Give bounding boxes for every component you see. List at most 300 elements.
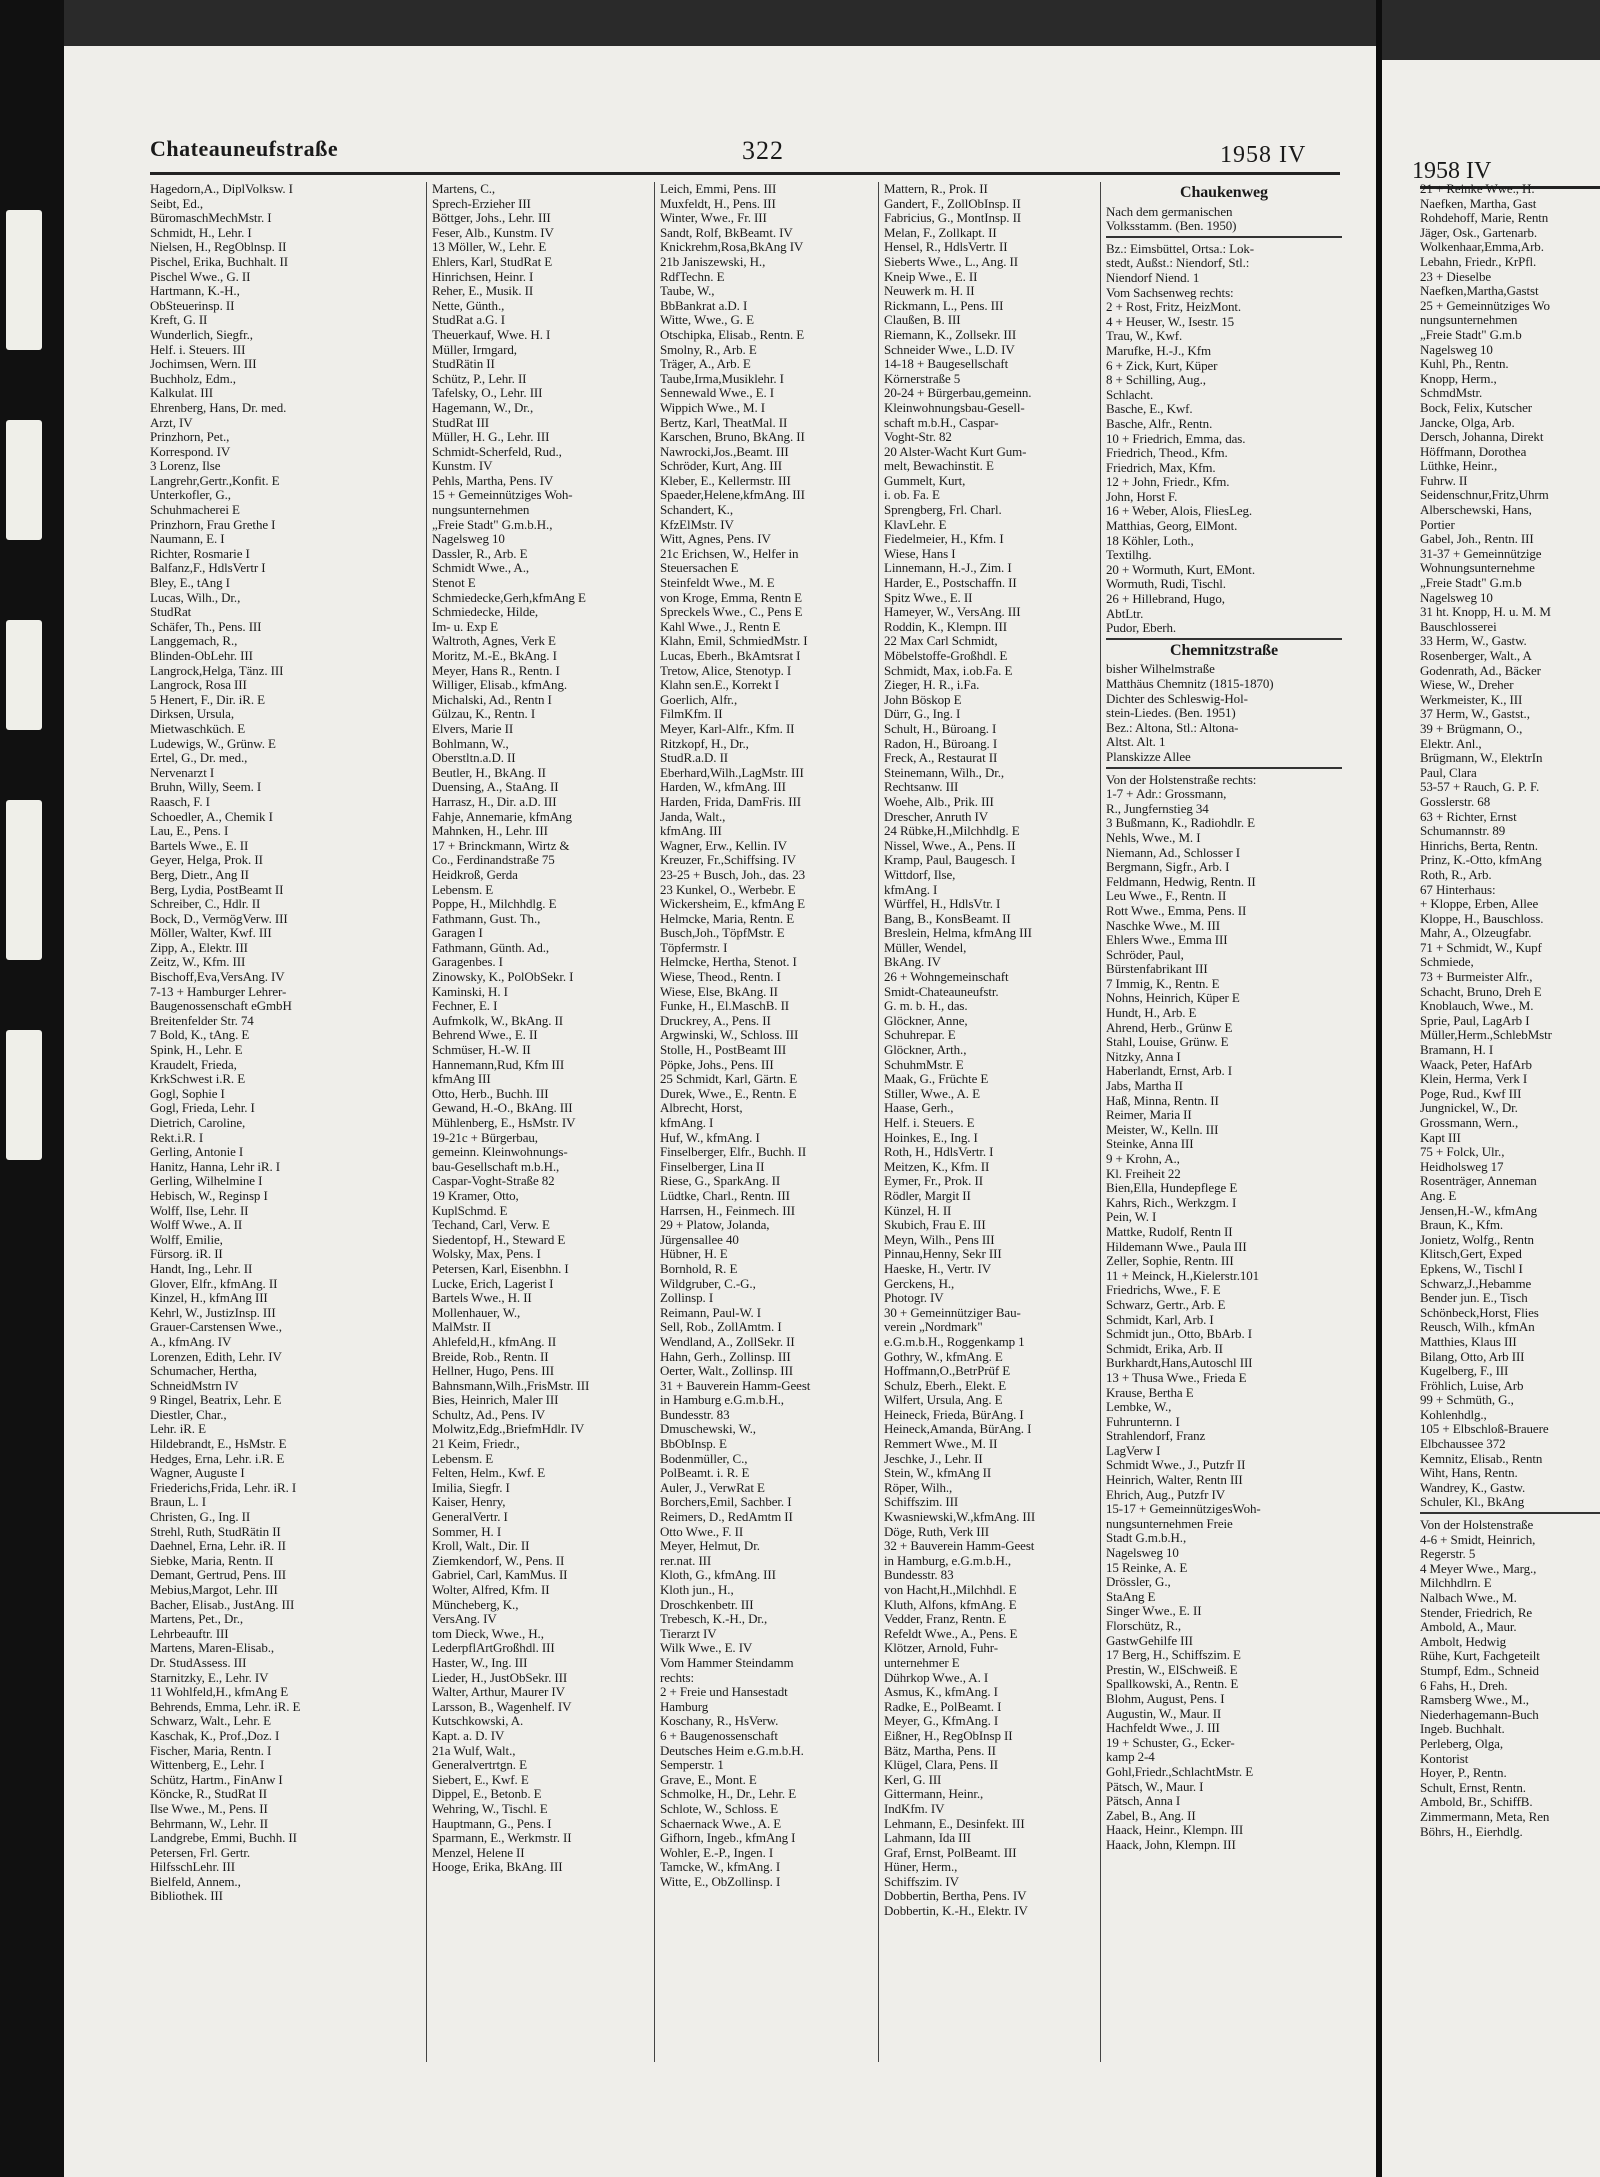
directory-entry: Wehring, W., Tischl. E — [432, 1801, 548, 1816]
directory-entry: Paul, Clara — [1420, 765, 1477, 780]
directory-entry: Kroll, Walt., Dir. II — [432, 1539, 530, 1554]
directory-entry: Elvers, Marie II — [432, 721, 514, 736]
directory-entry: Friederichs,Frida, Lehr. iR. I — [150, 1480, 297, 1495]
directory-entry: John Böskop E — [884, 692, 962, 707]
directory-entry: Klahn, Emil, SchmiedMstr. I — [660, 634, 808, 649]
directory-entry: Kloppe, H., Bauschloss. — [1420, 911, 1544, 926]
directory-entry: Ahlefeld,H., kfmAng. II — [432, 1334, 557, 1349]
directory-entry: 53-57 + Rauch, G. P. F. — [1420, 780, 1540, 795]
directory-entry: Körnerstraße 5 — [884, 371, 961, 386]
street-heading: Chateauneufstraße — [150, 136, 339, 161]
directory-entry: Bürstenfabrikant III — [1106, 962, 1208, 977]
directory-entry: Tafelsky, O., Lehr. III — [432, 386, 543, 401]
directory-entry: Hanitz, Hanna, Lehr iR. I — [150, 1159, 280, 1174]
directory-entry: Mahnken, H., Lehr. III — [432, 824, 548, 839]
directory-entry: Niederhagemann-Buch — [1420, 1707, 1539, 1722]
directory-entry: Friedrichs, Wwe., F. E — [1106, 1283, 1221, 1298]
directory-entry: Photogr. IV — [884, 1291, 944, 1306]
directory-entry: Helf. i. Steuers. E — [884, 1116, 975, 1130]
directory-entry: 7 Bold, K., tAng. E — [150, 1028, 250, 1043]
directory-entry: 22 Max Carl Schmidt, — [884, 634, 998, 649]
directory-entry: 17 Berg, H., Schiffszim. E — [1106, 1648, 1241, 1663]
directory-entry: Jäger, Osk., Gartenarb. — [1420, 225, 1538, 240]
directory-entry: Hildemann Wwe., Paula III — [1106, 1239, 1247, 1254]
directory-entry: Bien,Ella, Hundepflege E — [1106, 1181, 1238, 1196]
directory-entry: Brügmann, W., ElektrIn — [1420, 751, 1543, 766]
directory-entry: Kohlenhdlg., — [1420, 1407, 1487, 1422]
directory-entry: Textilhg. — [1106, 548, 1152, 563]
directory-entry: Feldmann, Hedwig, Rentn. II — [1106, 874, 1256, 889]
directory-entry: Perleberg, Olga, — [1420, 1736, 1503, 1751]
directory-entry: Schmidt-Scherfeld, Rud., — [432, 444, 562, 459]
directory-entry: Helmcke, Hertha, Stenot. I — [660, 955, 797, 970]
directory-entry: Naumann, E. I — [150, 532, 225, 547]
directory-entry: Hebisch, W., Reginsp I — [150, 1188, 268, 1203]
directory-entry: Ambold, A., Maur. — [1420, 1620, 1517, 1635]
directory-entry: 15-17 + GemeinnützigesWoh- — [1106, 1502, 1261, 1517]
directory-entry: Neuwerk m. H. II — [884, 284, 975, 299]
directory-entry: Fiedelmeier, H., Kfm. I — [884, 532, 1004, 547]
directory-entry: Nagelsweg 10 — [1106, 1546, 1179, 1561]
directory-entry: Bätz, Martha, Pens. II — [884, 1743, 996, 1758]
directory-entry: Wohler, E.-P., Ingen. I — [660, 1845, 774, 1860]
directory-entry: Refeldt Wwe., A., Pens. E — [884, 1626, 1018, 1641]
directory-entry: 2 + Rost, Fritz, HeizMont. — [1106, 300, 1242, 315]
directory-entry: Richter, Rosmarie I — [150, 546, 250, 561]
directory-entry: Zieger, H. R., i.Fa. — [884, 678, 980, 693]
directory-entry: 26 + Hillebrand, Hugo, — [1106, 592, 1225, 607]
directory-entry: Jochimsen, Wern. III — [150, 357, 257, 372]
directory-entry: Ritzkopf, H., Dr., — [660, 736, 749, 751]
directory-entry: Lebensm. E — [432, 882, 494, 897]
directory-entry: 30 + Gemeinnütziger Bau- — [884, 1305, 1021, 1320]
directory-entry: Müncheberg, K., — [432, 1597, 519, 1612]
directory-entry: Naefken, Martha, Gast — [1420, 196, 1537, 211]
directory-entry: stein-Liedes. (Ben. 1951) — [1106, 706, 1236, 721]
directory-entry: Müller, Irmgard, — [432, 342, 517, 357]
directory-entry: nungsunternehmen Freie — [1106, 1516, 1233, 1531]
directory-entry: Hartmann, K.-H., — [150, 284, 240, 299]
directory-entry: Wiese, Else, BkAng. II — [660, 984, 778, 999]
directory-entry: Heineck, Frieda, BürAng. I — [884, 1407, 1024, 1422]
directory-entry: Freck, A., Restaurat II — [884, 751, 998, 766]
directory-entry: Nissel, Wwe., A., Pens. II — [884, 838, 1016, 853]
directory-entry: Bartels Wwe., E. II — [150, 838, 249, 853]
directory-entry: bisher Wilhelmstraße — [1106, 662, 1215, 677]
directory-entry: Petersen, Karl, Eisenbhn. I — [432, 1261, 569, 1276]
directory-entry: Blohm, August, Pens. I — [1106, 1691, 1225, 1706]
directory-entry: Altst. Alt. 1 — [1106, 735, 1166, 750]
section-rule — [1420, 1512, 1600, 1514]
directory-entry: Kraudelt, Frieda, — [150, 1057, 237, 1072]
directory-entry: e.G.m.b.H., Roggenkamp 1 — [884, 1334, 1025, 1349]
directory-entry: BüromaschMechMstr. I — [150, 211, 272, 226]
directory-entry: Jeschke, J., Lehr. II — [884, 1451, 983, 1466]
directory-entry: 31 ht. Knopp, H. u. M. M — [1420, 605, 1551, 620]
directory-entry: 20-24 + Bürgerbau,gemeinn. — [884, 386, 1032, 401]
directory-entry: Tierarzt IV — [660, 1626, 717, 1641]
directory-entry: Gittermann, Heinr., — [884, 1787, 984, 1802]
spine-mark — [6, 420, 42, 540]
directory-entry: Bertz, Karl, TheatMal. II — [660, 415, 788, 430]
directory-entry: 24 Rübke,H.,Milchhdlg. E — [884, 824, 1020, 839]
directory-entry: Kloth jun., H., — [660, 1583, 734, 1597]
directory-entry: Regerstr. 5 — [1420, 1547, 1476, 1562]
directory-entry: Hannemann,Rud, Kfm III — [432, 1057, 565, 1072]
street-section-title: Chaukenweg — [1180, 184, 1268, 201]
directory-entry: „Freie Stadt" G.m.b.H., — [432, 517, 553, 532]
directory-entry: Lüthke, Heinr., — [1420, 459, 1498, 474]
column-divider — [654, 182, 655, 2062]
directory-entry: 31-37 + Gemeinnützige — [1420, 546, 1542, 561]
directory-entry: Stadt G.m.b.H., — [1106, 1531, 1187, 1546]
column-5 — [1106, 182, 1342, 2062]
directory-entry: Unterkofler, G., — [150, 488, 231, 503]
directory-entry: Wilfert, Ursula, Ang. E — [884, 1393, 1003, 1408]
directory-entry: Rödler, Margit II — [884, 1188, 971, 1203]
directory-entry: Hameyer, W., VersAng. III — [884, 605, 1021, 620]
directory-entry: Durek, Wwe., E., Rentn. E — [660, 1086, 797, 1101]
directory-entry: 7 Immig, K., Rentn. E — [1106, 976, 1220, 991]
directory-entry: 8 + Schilling, Aug., — [1106, 373, 1206, 388]
directory-entry: Gosslerstr. 68 — [1420, 794, 1491, 809]
directory-entry: Friedrich, Max, Kfm. — [1106, 460, 1216, 475]
directory-entry: Töpfermstr. I — [660, 940, 728, 955]
directory-entry: Harden, W., kfmAng. III — [660, 780, 786, 795]
directory-entry: Schumacher, Hertha, — [150, 1364, 257, 1379]
directory-entry: Meyer, G., KfmAng. I — [884, 1714, 999, 1729]
directory-entry: Martens, Maren-Elisab., — [150, 1641, 275, 1656]
directory-entry: Bergmann, Sigfr., Arb. I — [1106, 860, 1230, 875]
directory-entry: Schlote, W., Schloss. E — [660, 1801, 778, 1816]
directory-entry: Wickersheim, E., kfmAng E — [660, 897, 805, 912]
directory-entry: Schumannstr. 89 — [1420, 824, 1506, 839]
directory-entry: 4-6 + Smidt, Heinrich, — [1420, 1532, 1536, 1547]
directory-entry: Wolsky, Max, Pens. I — [432, 1247, 541, 1262]
spine-mark — [6, 210, 42, 350]
directory-entry: Gerckens, H., — [884, 1276, 955, 1291]
directory-entry: Fathmann, Günth. Ad., — [432, 940, 550, 955]
directory-entry: Rechtsanw. III — [884, 780, 959, 795]
directory-entry: Hoyer, P., Rentn. — [1420, 1766, 1507, 1781]
directory-entry: HilfsschLehr. III — [150, 1860, 235, 1875]
directory-entry: Sprengberg, Frl. Charl. — [884, 503, 1002, 518]
directory-entry: 2 + Freie und Hansestadt — [660, 1685, 788, 1700]
directory-entry: 19 Kramer, Otto, — [432, 1188, 519, 1203]
directory-entry: Riemann, K., Zollsekr. III — [884, 327, 1017, 342]
directory-entry: Böhrs, H., Eierhdlg. — [1420, 1824, 1523, 1839]
directory-entry: Naefken,Martha,Gastst — [1420, 284, 1539, 299]
directory-entry: Ehrich, Aug., Putzfr IV — [1106, 1487, 1226, 1502]
directory-entry: Schmidt, Erika, Arb. II — [1106, 1341, 1223, 1356]
directory-entry: Felten, Helm., Kwf. E — [432, 1466, 546, 1481]
directory-entry: Schreiber, C., Hdlr. II — [150, 897, 261, 912]
directory-entry: Ahrend, Herb., Grünw E — [1106, 1020, 1233, 1035]
directory-entry: Williger, Elisab., kfmAng. — [432, 678, 567, 693]
directory-entry: Bramann, H. I — [1420, 1043, 1494, 1058]
directory-entry: 11 + Meinck, H.,Kielerstr.101 — [1106, 1268, 1260, 1283]
directory-entry: 13 Möller, W., Lehr. E — [432, 240, 547, 255]
directory-entry: Wilk Wwe., E. IV — [660, 1641, 753, 1656]
directory-entry: 19 + Schuster, G., Ecker- — [1106, 1735, 1235, 1750]
directory-entry: Schütz, Hartm., FinAnw I — [150, 1772, 283, 1787]
directory-entry: stedt, Außst.: Niendorf, Stl.: — [1106, 256, 1250, 271]
directory-entry: Prinzhorn, Frau Grethe I — [150, 517, 276, 532]
directory-entry: Dr. StudAssess. III — [150, 1655, 247, 1670]
directory-entry: 3 Lorenz, Ilse — [150, 459, 221, 474]
directory-entry: Poge, Rud., Kwf III — [1420, 1086, 1522, 1101]
directory-entry: Lorenzen, Edith, Lehr. IV — [150, 1349, 282, 1364]
directory-entry: Rosenträger, Anneman — [1420, 1174, 1537, 1189]
directory-entry: Wolff, Ilse, Lehr. II — [150, 1203, 249, 1218]
directory-entry: Nette, Günth., — [432, 298, 505, 313]
directory-entry: 20 + Wormuth, Kurt, EMont. — [1106, 562, 1255, 577]
directory-entry: Nach dem germanischen — [1106, 204, 1233, 219]
directory-entry: Molwitz,Edg.,BriefmHdlr. IV — [432, 1422, 585, 1437]
directory-entry: Meitzen, K., Kfm. II — [884, 1159, 990, 1174]
directory-entry: Kontorist — [1420, 1751, 1469, 1766]
directory-entry: Lucas, Eberh., BkAmtsrat I — [660, 649, 801, 663]
directory-entry: Petersen, Frl. Gertr. — [150, 1845, 251, 1860]
directory-entry: Christen, G., Ing. II — [150, 1510, 251, 1525]
directory-entry: Mattern, R., Prok. II — [884, 182, 988, 196]
directory-entry: Ambold, Br., SchiffB. — [1420, 1795, 1533, 1810]
directory-entry: Schwarz,J.,Hebamme — [1420, 1276, 1532, 1291]
directory-entry: Knoblauch, Wwe., M. — [1420, 999, 1534, 1014]
directory-entry: Hellner, Hugo, Pens. III — [432, 1364, 554, 1379]
directory-entry: kfmAng. III — [660, 824, 722, 839]
directory-entry: LagVerw I — [1106, 1443, 1161, 1458]
directory-entry: Haß, Minna, Rentn. II — [1106, 1093, 1219, 1108]
directory-entry: Siedentopf, H., Steward E — [432, 1232, 566, 1247]
directory-entry: Jonietz, Wolfg., Rentn — [1420, 1232, 1534, 1247]
directory-entry: Schröder, Paul, — [1106, 947, 1184, 962]
directory-entry: Demant, Gertrud, Pens. III — [150, 1568, 287, 1583]
directory-entry: Finselberger, Elfr., Buchh. II — [660, 1145, 807, 1160]
directory-entry: Vedder, Franz, Rentn. E — [884, 1612, 1007, 1627]
directory-entry: Wagner, Auguste I — [150, 1466, 245, 1481]
directory-entry: Dersch, Johanna, Direkt — [1420, 430, 1544, 445]
directory-entry: Dürr, G., Ing. I — [884, 707, 961, 722]
directory-entry: Hinrichs, Berta, Rentn. — [1420, 838, 1538, 853]
directory-entry: Schäfer, Th., Pens. III — [150, 619, 262, 634]
directory-entry: Leich, Emmi, Pens. III — [660, 182, 777, 196]
directory-entry: Kl. Freiheit 22 — [1106, 1166, 1181, 1181]
directory-entry: Klein, Herma, Verk I — [1420, 1072, 1528, 1087]
directory-entry: SchmdMstr. — [1420, 386, 1483, 401]
directory-entry: Fischer, Maria, Rentn. I — [150, 1743, 272, 1758]
directory-entry: Sommer, H. I — [432, 1524, 502, 1539]
spine-mark — [6, 800, 42, 960]
directory-entry: gemeinn. Kleinwohnungs- — [432, 1145, 568, 1160]
directory-entry: Zeller, Sophie, Rentn. III — [1106, 1254, 1234, 1269]
directory-entry: Spitz Wwe., E. II — [884, 590, 973, 605]
directory-entry: Hoffmann,O.,BetrPrüf E — [884, 1364, 1011, 1379]
directory-entry: Langrehr,Gertr.,Konfit. E — [150, 473, 280, 488]
directory-entry: Bornhold, R. E — [660, 1261, 738, 1276]
directory-entry: StudRätin II — [432, 357, 495, 372]
directory-entry: Kleber, E., Kellermstr. III — [660, 473, 791, 488]
directory-entry: Reimer, Maria II — [1106, 1108, 1192, 1123]
directory-entry: Bundesstr. 83 — [660, 1407, 730, 1422]
directory-entry: in Hamburg e.G.m.b.H., — [660, 1393, 784, 1408]
directory-entry: Asmus, K., kfmAng. I — [884, 1685, 998, 1700]
directory-entry: Prinzhorn, Pet., — [150, 430, 230, 445]
directory-entry: Bahnsmann,Wilh.,FrisMstr. III — [432, 1378, 590, 1393]
directory-entry: Stahl, Louise, Grünw. E — [1106, 1035, 1229, 1050]
directory-entry: schaft m.b.H., Caspar- — [884, 415, 999, 430]
directory-entry: Kaiser, Henry, — [432, 1495, 506, 1510]
directory-entry: Diestler, Char., — [150, 1407, 227, 1422]
directory-entry: Ehlers, Karl, StudRat E — [432, 254, 553, 269]
directory-entry: Generalvertrtgn. E — [432, 1758, 527, 1773]
directory-entry: Langgemach, R., — [150, 634, 238, 649]
directory-entry: Ingeb. Buchhalt. — [1420, 1722, 1505, 1737]
directory-entry: BkAng. IV — [884, 955, 941, 970]
directory-entry: Haase, Gerh., — [884, 1101, 954, 1116]
spine-mark — [6, 1030, 42, 1160]
directory-entry: kfmAng. I — [660, 1116, 714, 1130]
directory-entry: KlavLehr. E — [884, 517, 947, 532]
directory-entry: Burkhardt,Hans,Autoschl III — [1106, 1356, 1253, 1371]
directory-entry: Steinke, Anna III — [1106, 1137, 1194, 1152]
directory-entry: Otto, Herb., Buchh. III — [432, 1086, 549, 1101]
directory-entry: Tamcke, W., kfmAng. I — [660, 1860, 781, 1875]
directory-entry: Helf. i. Steuers. III — [150, 342, 246, 357]
directory-entry: Raasch, F. I — [150, 794, 210, 809]
directory-entry: Lehrbeauftr. III — [150, 1626, 229, 1641]
directory-entry: PolBeamt. i. R. E — [660, 1466, 750, 1481]
directory-entry: Langrock, Rosa III — [150, 678, 247, 693]
directory-entry: Reusch, Wilh., kfmAn — [1420, 1320, 1535, 1335]
directory-entry: Fahje, Annemarie, kfmAng — [432, 809, 572, 824]
directory-entry: Huf, W., kfmAng. I — [660, 1130, 760, 1145]
column-divider — [878, 182, 879, 2062]
directory-entry: 17 + Brinckmann, Wirtz & — [432, 838, 570, 853]
directory-entry: Krause, Bertha E — [1106, 1385, 1194, 1400]
directory-entry: Oerter, Walt., Zollinsp. III — [660, 1364, 793, 1379]
directory-entry: Ehlers Wwe., Emma III — [1106, 933, 1228, 948]
directory-entry: Wolkenhaar,Emma,Arb. — [1420, 240, 1544, 255]
directory-entry: Hagemann, W., Dr., — [432, 400, 534, 415]
street-section-title: Chemnitzstraße — [1170, 641, 1278, 659]
directory-entry: Reimann, Paul-W. I — [660, 1305, 761, 1320]
directory-entry: Kaschak, K., Prof.,Doz. I — [150, 1728, 280, 1743]
directory-entry: 29 + Platow, Jolanda, — [660, 1218, 770, 1233]
directory-entry: kfmAng. I — [884, 882, 938, 897]
directory-entry: Lucke, Erich, Lagerist I — [432, 1276, 554, 1291]
directory-entry: KfzElMstr. IV — [660, 517, 734, 532]
directory-entry: Braun, K., Kfm. — [1420, 1218, 1503, 1233]
directory-entry: Wormuth, Rudi, Tischl. — [1106, 577, 1226, 592]
directory-entry: Vom Sachsenweg rechts: — [1106, 285, 1234, 300]
directory-entry: Borchers,Emil, Sachber. I — [660, 1495, 792, 1510]
directory-entry: Schuhmacherei E — [150, 503, 240, 518]
directory-entry: Arzt, IV — [150, 415, 193, 430]
directory-entry: in Hamburg, e.G.m.b.H., — [884, 1553, 1012, 1568]
directory-entry: Lembke, W., — [1106, 1400, 1172, 1415]
directory-entry: melt, Bewachinstit. E — [884, 459, 994, 474]
directory-entry: Schmidt Wwe., A., — [432, 561, 529, 576]
directory-entry: Strehl, Ruth, StudRätin II — [150, 1524, 281, 1539]
directory-entry: Roth, R., Arb. — [1420, 867, 1492, 882]
directory-entry: Schneider Wwe., L.D. IV — [884, 342, 1015, 357]
directory-entry: Harden, Frida, DamFris. III — [660, 794, 801, 809]
directory-entry: Kugelberg, F., III — [1420, 1364, 1509, 1379]
directory-entry: Drescher, Anruth IV — [884, 809, 989, 824]
column-1 — [150, 182, 422, 2062]
directory-entry: 6 + Baugenossenschaft — [660, 1728, 778, 1743]
directory-entry: Kluth, Alfons, kfmAng. E — [884, 1597, 1017, 1612]
directory-entry: Mahr, A., Olzeugfabr. — [1420, 926, 1532, 941]
directory-entry: Smolny, R., Arb. E — [660, 342, 757, 357]
directory-entry: Schiffszim. IV — [884, 1874, 959, 1889]
directory-entry: Beutler, H., BkAng. II — [432, 765, 546, 780]
header-rule — [150, 172, 1340, 175]
directory-entry: Berg, Dietr., Ang II — [150, 867, 249, 882]
directory-entry: Grave, E., Mont. E — [660, 1772, 757, 1787]
directory-entry: Pinnau,Henny, Sekr III — [884, 1247, 1002, 1262]
directory-entry: Wiese, Theod., Rentn. I — [660, 970, 781, 985]
directory-entry: Pischel, Erika, Buchhalt. II — [150, 254, 288, 269]
directory-entry: Schaernack Wwe., A. E — [660, 1816, 782, 1831]
directory-entry: Bez.: Altona, Stl.: Altona- — [1106, 720, 1239, 735]
directory-entry: Winter, Wwe., Fr. III — [660, 211, 767, 226]
directory-entry: Knickrehm,Rosa,BkAng IV — [660, 240, 804, 255]
directory-entry: Milchhdlrn. E — [1420, 1576, 1492, 1591]
directory-entry: SchuhmMstr. E — [884, 1057, 964, 1072]
directory-entry: Kneip Wwe., E. II — [884, 269, 978, 284]
directory-entry: Kerl, G. III — [884, 1772, 942, 1787]
directory-entry: Schmidt, Max, i.ob.Fa. E — [884, 663, 1013, 678]
directory-entry: 19-21c + Bürgerbau, — [432, 1130, 538, 1145]
directory-entry: Trebesch, K.-H., Dr., — [660, 1612, 768, 1627]
directory-entry: Finselberger, Lina II — [660, 1159, 765, 1174]
directory-entry: Linnemann, H.-J., Zim. I — [884, 561, 1012, 576]
directory-entry: Behrends, Emma, Lehr. iR. E — [150, 1699, 301, 1714]
directory-entry: Heinrich, Walter, Rentn III — [1106, 1473, 1243, 1488]
directory-entry: Siebke, Maria, Rentn. II — [150, 1553, 274, 1568]
directory-entry: Möbelstoffe-Großhdl. E — [884, 649, 1008, 663]
directory-entry: Dmuschewski, W., — [660, 1422, 756, 1437]
directory-entry: Stumpf, Edm., Schneid — [1420, 1663, 1539, 1678]
directory-entry: Hedges, Erna, Lehr. i.R. E — [150, 1451, 285, 1466]
directory-entry: Böttger, Johs., Lehr. III — [432, 211, 551, 226]
directory-entry: Gohl,Friedr.,SchlachtMstr. E — [1106, 1764, 1254, 1779]
directory-entry: Pätsch, Anna I — [1106, 1794, 1181, 1809]
directory-entry: Bibliothek. III — [150, 1889, 223, 1904]
directory-entry: Nagelsweg 10 — [1420, 342, 1493, 357]
directory-entry: Sprech-Erzieher III — [432, 196, 531, 211]
directory-entry: Garagenbes. I — [432, 955, 503, 970]
directory-entry: Bielfeld, Annem., — [150, 1874, 241, 1889]
directory-entry: Haack, Heinr., Klempn. III — [1106, 1823, 1244, 1838]
directory-entry: Meyer, Hans R., Rentn. I — [432, 663, 560, 678]
directory-entry: Hoinkes, E., Ing. I — [884, 1130, 978, 1145]
directory-entry: Roddin, K., Klempn. III — [884, 619, 1007, 634]
directory-entry: 75 + Folck, Ulr., — [1420, 1145, 1505, 1160]
directory-entry: Kuhl, Ph., Rentn. — [1420, 357, 1509, 372]
directory-entry: Müller, Wendel, — [884, 940, 967, 955]
directory-entry: Schultz, Ad., Pens. IV — [432, 1407, 545, 1422]
directory-entry: Dippel, E., Betonb. E — [432, 1787, 542, 1802]
directory-entry: Fröhlich, Luise, Arb — [1420, 1378, 1524, 1393]
directory-entry: SchneidMstrn IV — [150, 1378, 239, 1393]
directory-entry: Alberschewski, Hans, — [1420, 503, 1532, 518]
directory-entry: Goerlich, Alfr., — [660, 692, 738, 707]
directory-entry: Schulz, Eberh., Elekt. E — [884, 1378, 1007, 1393]
directory-entry: Gummelt, Kurt, — [884, 473, 966, 488]
